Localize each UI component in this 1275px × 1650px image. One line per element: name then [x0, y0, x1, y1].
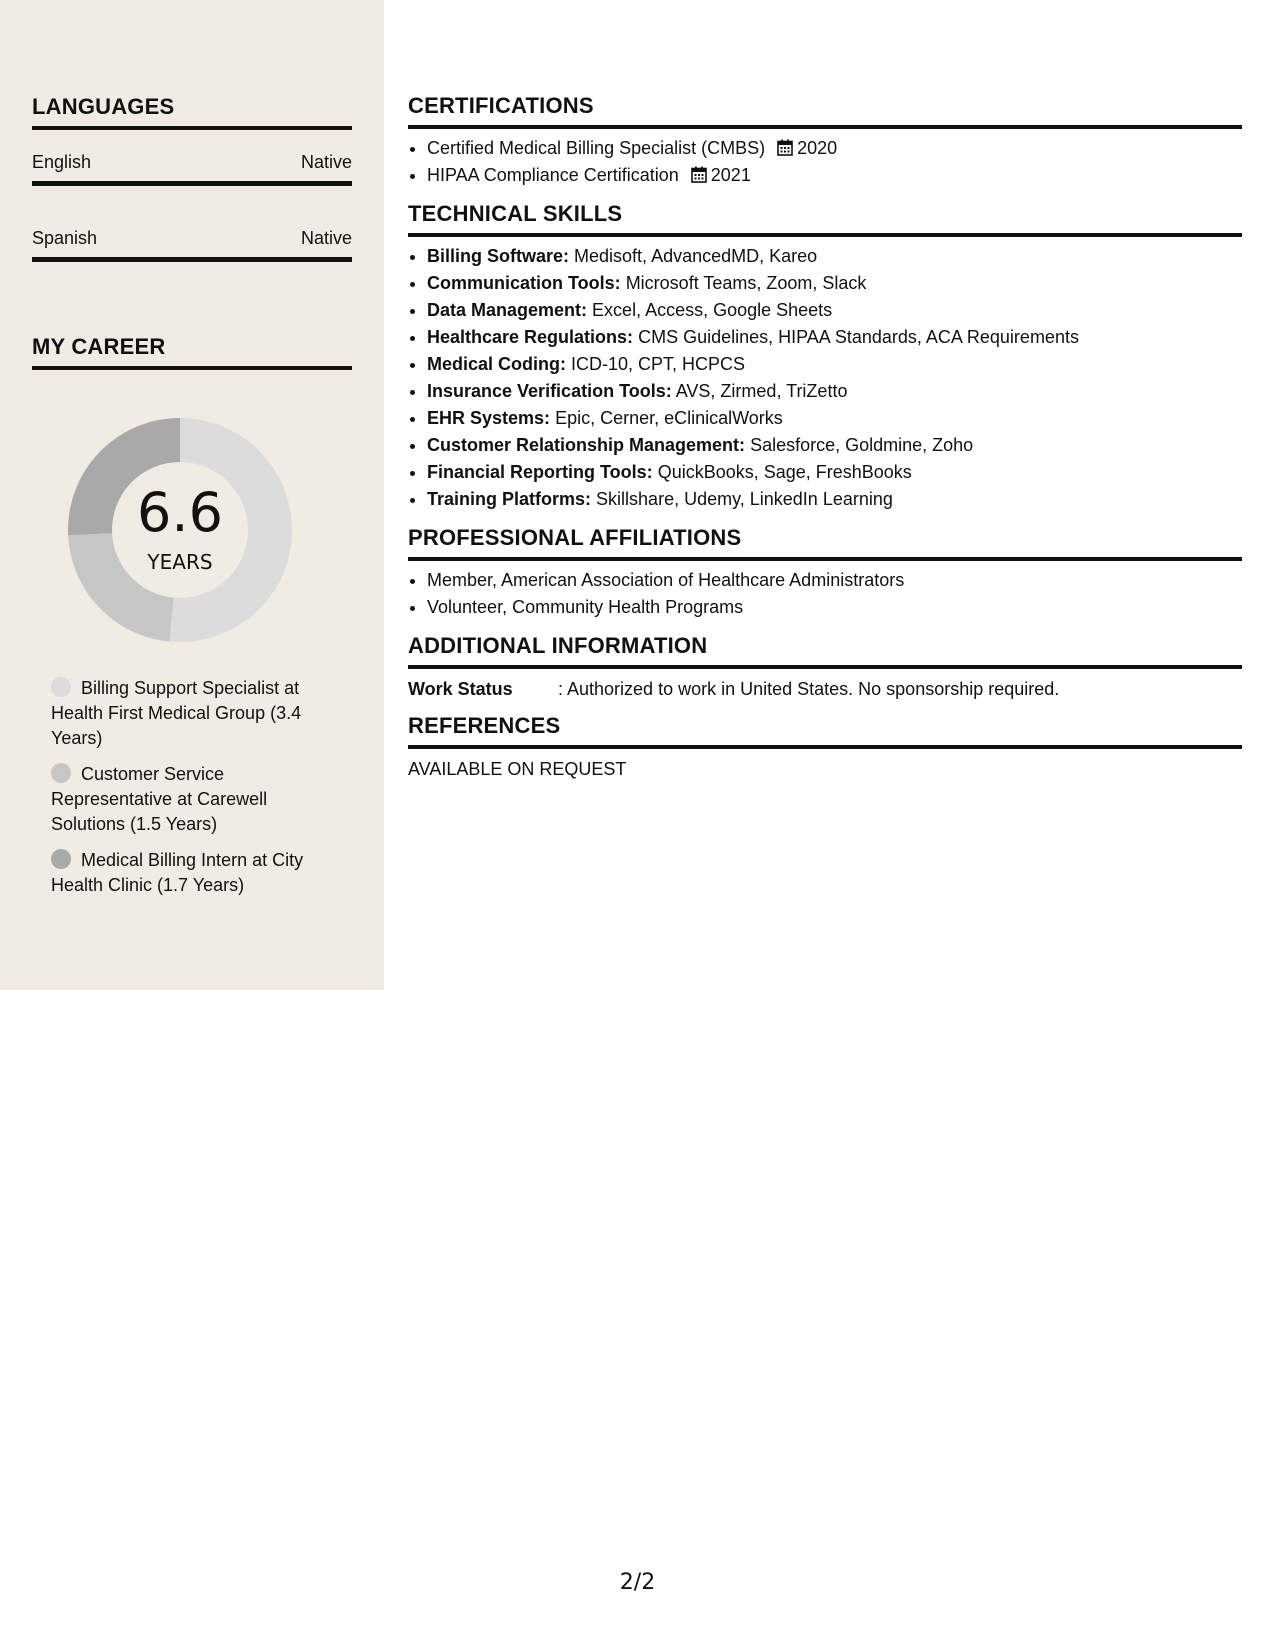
- skill-item: [427, 297, 1242, 324]
- career-title: MY CAREER: [32, 334, 352, 370]
- languages-section: [32, 94, 352, 262]
- language-row: [32, 130, 352, 186]
- skill-category: Communication Tools:: [427, 273, 621, 293]
- calendar-icon: [777, 139, 793, 156]
- additional-info-title: ADDITIONAL INFORMATION: [408, 633, 1242, 669]
- skill-item: [427, 351, 1242, 378]
- technical-skills-section: [408, 201, 1242, 513]
- languages-title: LANGUAGES: [32, 94, 352, 130]
- affiliations-title: PROFESSIONAL AFFILIATIONS: [408, 525, 1242, 561]
- skill-values: CMS Guidelines, HIPAA Standards, ACA Requirements: [638, 327, 1079, 347]
- language-level: Native: [300, 228, 352, 248]
- legend-label: Customer Service Representative at Carewell Solutions (1.5 Years): [51, 764, 268, 834]
- certification-year: 2021: [710, 165, 751, 185]
- legend-dot: [51, 677, 71, 697]
- work-status-label: Work Status: [408, 679, 513, 699]
- legend-label: Billing Support Specialist at Health First Medical Group (3.4 Years): [51, 678, 302, 748]
- skill-item: [427, 486, 1242, 513]
- skill-values: Microsoft Teams, Zoom, Slack: [625, 273, 867, 293]
- technical-skills-title: TECHNICAL SKILLS: [408, 201, 1242, 237]
- career-donut-chart: [66, 416, 294, 644]
- skill-category: Insurance Verification Tools:: [427, 381, 672, 401]
- references-section: [408, 713, 1242, 780]
- skill-category: Customer Relationship Management:: [427, 435, 746, 455]
- career-total-years: 6.6: [137, 481, 223, 544]
- affiliations-section: [408, 525, 1242, 621]
- skill-values: QuickBooks, Sage, FreshBooks: [657, 462, 912, 482]
- certification-year: 2020: [797, 138, 838, 158]
- skill-values: AVS, Zirmed, TriZetto: [675, 381, 848, 401]
- technical-skills-list: [408, 243, 1242, 513]
- references-title: REFERENCES: [408, 713, 1242, 749]
- skill-category: Training Platforms:: [427, 489, 592, 509]
- language-name: Spanish: [32, 228, 98, 248]
- skill-item: [427, 432, 1242, 459]
- references-text: AVAILABLE ON REQUEST: [408, 759, 627, 779]
- work-status-value: : Authorized to work in United States. No sponsorship required.: [558, 679, 1060, 699]
- language-level: Native: [300, 152, 352, 172]
- skill-category: Healthcare Regulations:: [427, 327, 634, 347]
- legend-item: [51, 762, 331, 837]
- certification-name: HIPAA Compliance Certification: [427, 165, 679, 185]
- page-number: 2/2: [619, 1570, 656, 1595]
- legend-dot: [51, 849, 71, 869]
- career-section: [32, 334, 352, 370]
- certification-item: [427, 162, 1242, 189]
- language-row: [32, 206, 352, 262]
- affiliations-list: [408, 567, 1242, 621]
- career-total-unit: YEARS: [147, 550, 213, 574]
- certifications-section: [408, 93, 1242, 189]
- sidebar: [0, 0, 384, 990]
- career-legend: [51, 676, 331, 909]
- certification-item: [427, 135, 1242, 162]
- language-name: English: [32, 152, 92, 172]
- skill-item: [427, 405, 1242, 432]
- skill-item: [427, 270, 1242, 297]
- additional-info-section: [408, 633, 1242, 701]
- skill-values: Salesforce, Goldmine, Zoho: [750, 435, 974, 455]
- affiliation-item: • Volunteer, Community Health Programs: [427, 594, 1242, 621]
- main-column: [408, 93, 1242, 780]
- skill-item: [427, 459, 1242, 486]
- skill-category: Billing Software:: [427, 246, 570, 266]
- skill-item: [427, 378, 1242, 405]
- work-status-row: [408, 677, 1242, 701]
- calendar-icon: [691, 166, 707, 183]
- certification-name: Certified Medical Billing Specialist (CMBS): [427, 138, 766, 158]
- skill-category: Data Management:: [427, 300, 588, 320]
- donut-center: [66, 416, 294, 644]
- legend-item: [51, 848, 331, 898]
- skill-item: [427, 243, 1242, 270]
- skill-values: Medisoft, AdvancedMD, Kareo: [574, 246, 818, 266]
- skill-values: Excel, Access, Google Sheets: [592, 300, 833, 320]
- affiliation-item: • Member, American Association of Healthcare Administrators: [427, 567, 1242, 594]
- skill-values: Skillshare, Udemy, LinkedIn Learning: [596, 489, 893, 509]
- skill-category: Medical Coding:: [427, 354, 566, 374]
- legend-label: Medical Billing Intern at City Health Clinic (1.7 Years): [51, 850, 304, 895]
- skill-values: ICD-10, CPT, HCPCS: [571, 354, 746, 374]
- skill-category: Financial Reporting Tools:: [427, 462, 653, 482]
- skill-values: Epic, Cerner, eClinicalWorks: [555, 408, 783, 428]
- legend-dot: [51, 763, 71, 783]
- certifications-title: CERTIFICATIONS: [408, 93, 1242, 129]
- legend-item: [51, 676, 331, 751]
- skill-item: [427, 324, 1242, 351]
- skill-category: EHR Systems:: [427, 408, 551, 428]
- certifications-list: [408, 135, 1242, 189]
